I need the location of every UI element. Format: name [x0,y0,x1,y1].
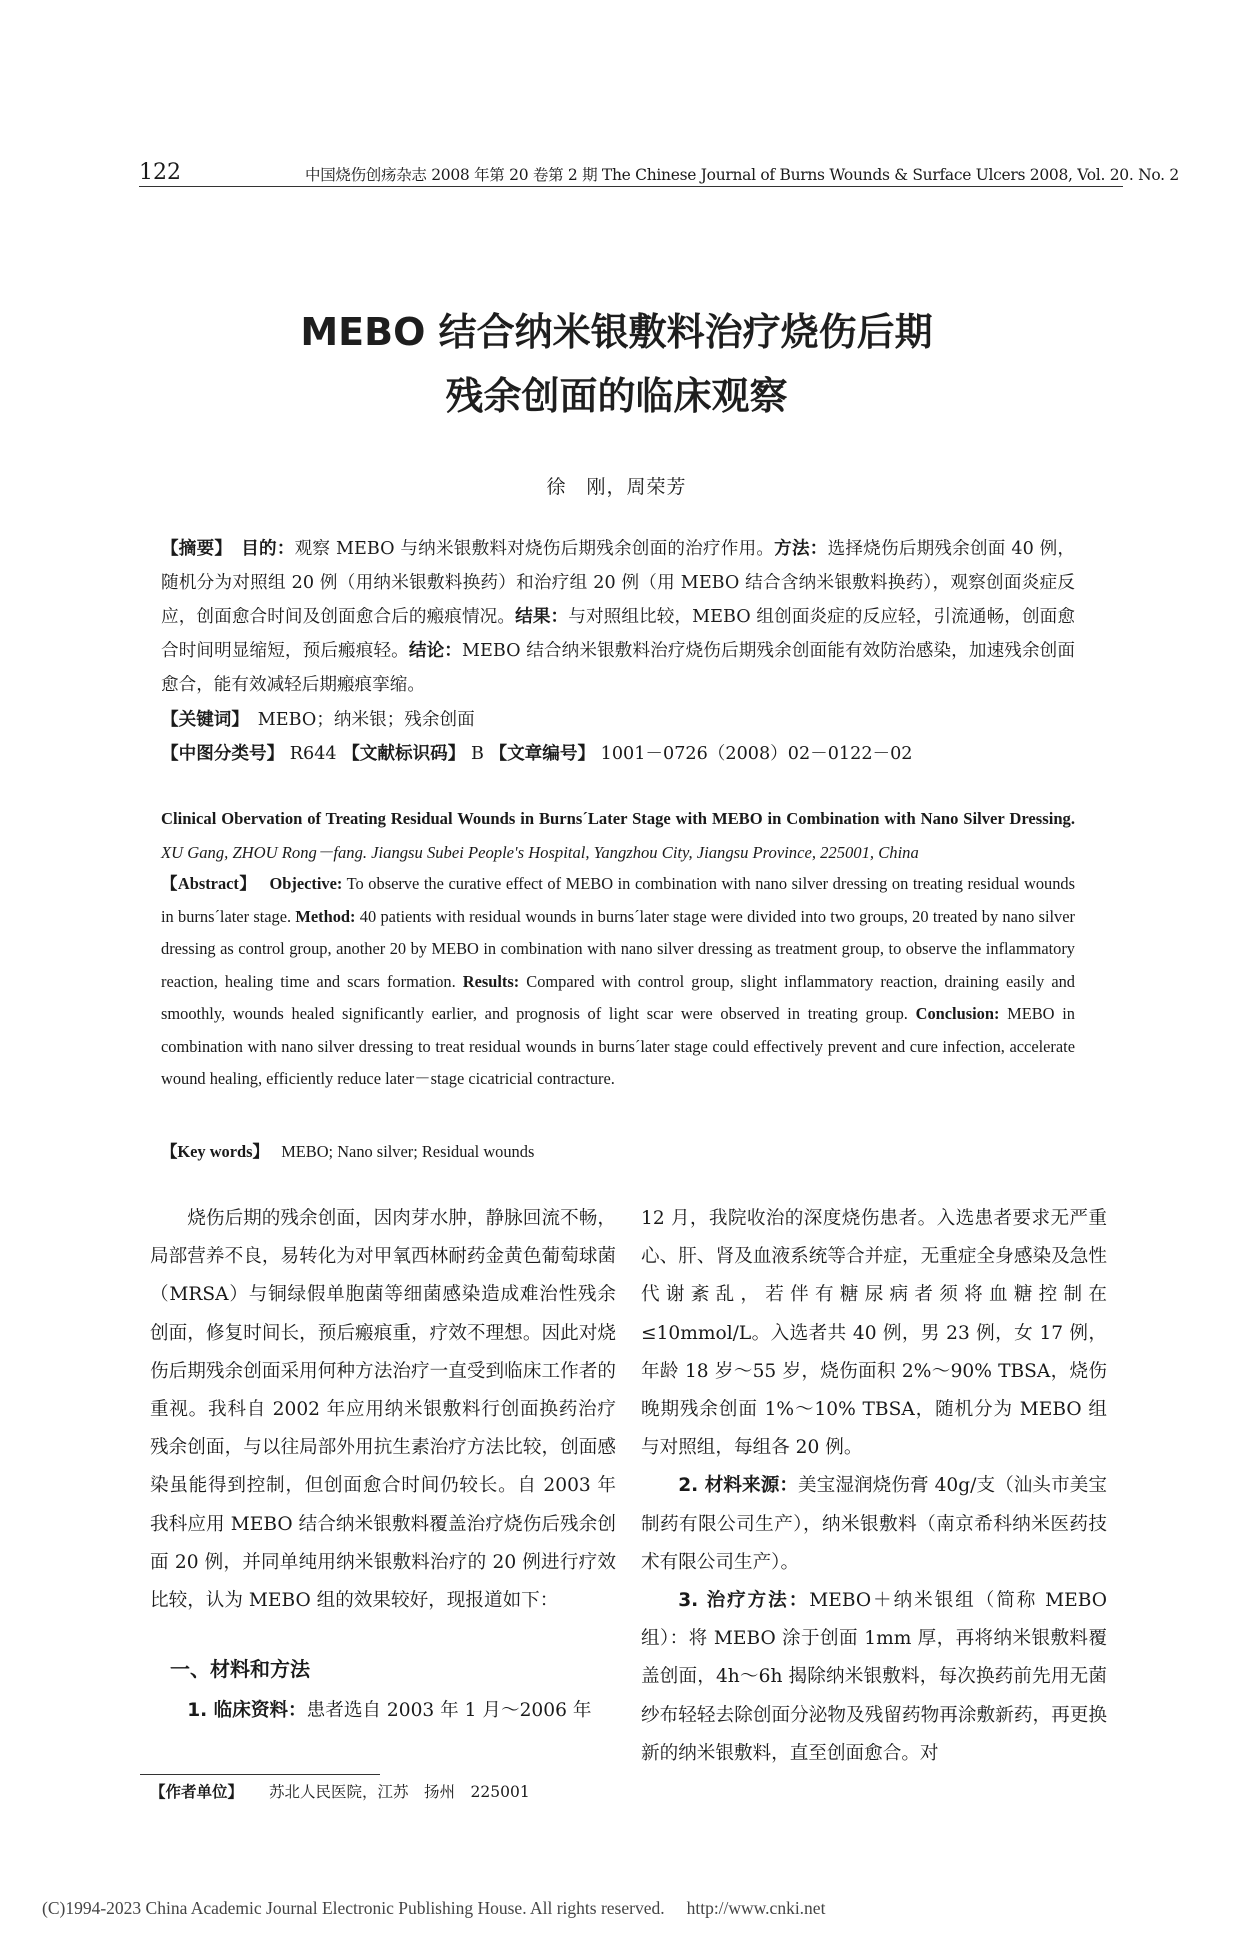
english-keywords [161,1136,1075,1169]
copyright-url[interactable]: http://www.cnki.net [686,1898,826,1918]
document-code: B [470,744,484,764]
en-objective-label: Objective: [269,874,343,893]
page-number: 122 [139,160,181,185]
body-left-column [150,1200,616,1731]
class-number: R644 [289,744,337,764]
english-title-text: Clinical Obervation of Treating Residual Wounds in Burns´Later Stage with MEBO in Combination with Nano Silver Dressing. [161,809,1075,828]
conclusion-label: 结论： [408,641,462,661]
english-title [161,802,1075,870]
classification-line [161,737,1075,771]
article-number-tag: 【文章编号】 [489,744,596,764]
copyright-text: (C)1994-2023 China Academic Journal Electronic Publishing House. All rights reserved. [42,1898,665,1918]
keywords-text: MEBO；纳米银；残余创面 [257,710,475,730]
en-keywords-tag: 【Key words】 [161,1142,261,1161]
title-line-1: MEBO 结合纳米银敷料治疗烧伤后期 [300,310,933,354]
chinese-abstract [161,532,1075,702]
english-authors: XU Gang, ZHOU Rong－fang. Jiangsu Subei People's Hospital, Yangzhou City, Jiangsu Province, 225001, China [161,843,919,862]
treatment-label: 3. 治疗方法： [678,1590,810,1612]
article-number: 1001－0726（2008）02－0122－02 [600,744,913,764]
footnote-rule [140,1774,380,1775]
en-objective-text: To observe the curative effect of MEBO in combination with nano silver dressing on treating residual wounds in burns´later stage. [161,874,1075,926]
copyright-line [42,1898,1192,1919]
treatment-text: MEBO＋纳米银组（简称 MEBO 组）：将 MEBO 涂于创面 1mm 厚，再将纳米银敷料覆盖创面，4h～6h 揭除纳米银敷料，每次换药前先用无菌纱布轻轻去除创面分泌物及残留药物再涂敷新药，再更换新的纳米银敷料，直至创面愈合。对 [641,1590,1107,1764]
objective-text: 观察 MEBO 与纳米银敷料对烧伤后期残余创面的治疗作用。 [294,539,775,559]
intro-paragraph: 烧伤后期的残余创面，因肉芽水肿，静脉回流不畅，局部营养不良，易转化为对甲氧西林耐药金黄色葡萄球菌（MRSA）与铜绿假单胞菌等细菌感染造成难治性残余创面，修复时间长，预后瘢痕重，疗效不理想。因此对烧伤后期残余创面采用何种方法治疗一直受到临床工作者的重视。我科自 2002 年应用纳米银敷料行创面换药治疗残余创面，与以往局部外用抗生素治疗方法比较，创面感染虽能得到控制，但创面愈合时间仍较长。自 2003 年我科应用 MEBO 结合纳米银敷料覆盖治疗烧伤后残余创面 20 例，并同单纯用纳米银敷料治疗的 20 例进行疗效比较，认为 MEBO 组的效果较好，现报道如下： [150,1208,616,1612]
materials-text: 美宝湿润烧伤膏 40g/支（汕头市美宝制药有限公司生产），纳米银敷料（南京希科纳米医药技术有限公司生产）。 [641,1475,1107,1573]
en-conclusion-text: MEBO in combination with nano silver dressing to treat residual wounds in burns´later stage could effectively prevent and cure infection, accelerate wound healing, efficiently reduce later－stage cicatricial contracture. [161,1004,1075,1088]
footnote-text: 苏北人民医院，江苏 扬州 225001 [269,1783,530,1801]
en-conclusion-label: Conclusion: [915,1004,1000,1023]
title-line-2: 残余创面的临床观察 [445,374,788,418]
en-abstract-tag: 【Abstract】 [161,874,249,893]
body-right-column [641,1200,1107,1773]
conclusion-text: MEBO 结合纳米银敷料治疗烧伤后期残余创面能有效防治感染，加速残余创面愈合，能有效减轻后期瘢痕挛缩。 [161,641,1075,695]
method-text: 选择烧伤后期残余创面 40 例，随机分为对照组 20 例（用纳米银敷料换药）和治疗组 20 例（用 MEBO 结合含纳米银敷料换药），观察创面炎症反应，创面愈合时间及创面愈合后的瘢痕情况。 [161,539,1075,627]
treatment-paragraph [641,1582,1107,1773]
clinical-data-text: 患者选自 2003 年 1 月～2006 年 [306,1700,592,1722]
clinical-data-paragraph [150,1692,616,1730]
authors: 徐 刚，周荣芳 [546,476,687,498]
materials-paragraph [641,1467,1107,1582]
document-code-tag: 【文献标识码】 [342,744,466,764]
running-header: 中国烧伤创疡杂志 2008 年第 20 卷第 2 期 The Chinese Journal of Burns Wounds & Surface Ulcers 2008, Vol. 20. No. 2 [305,166,1179,184]
en-keywords-text: MEBO; Nano silver; Residual wounds [281,1142,535,1161]
en-results-text: Compared with control group, slight inflammatory reaction, draining easily and smoothly, wounds healed significantly earlier, and prognosis of light scar were observed in treating group. [161,971,1075,1023]
class-number-tag: 【中图分类号】 [161,744,285,764]
clinical-data-continued: 12 月，我院收治的深度烧伤患者。入选患者要求无严重心、肝、肾及血液系统等合并症，无重症全身感染及急性代谢紊乱，若伴有糖尿病者须将血糖控制在≤10mmol/L。入选者共 40 例，男 23 例，女 17 例，年龄 18 岁～55 岁，烧伤面积 2%～90% TBSA，烧伤晚期残余创面 1%～10% TBSA，随机分为 MEBO 组与对照组，每组各 20 例。 [641,1208,1107,1459]
clinical-data-label: 1. 临床资料： [187,1700,307,1722]
en-method-text: 40 patients with residual wounds in burns´later stage were divided into two groups, 20 treated by nano silver dressing as control group, another 20 by MEBO in combination with nano silver dressing as treatment group, to observe the inflammatory reaction, healing time and scars formation. [161,906,1075,991]
materials-label: 2. 材料来源： [678,1475,799,1497]
objective-label: 目的： [241,539,295,559]
keywords-tag: 【关键词】 [161,710,241,730]
en-method-label: Method: [295,906,356,926]
chinese-keywords [161,703,1075,737]
article-title [200,300,1033,428]
abstract-tag: 【摘要】 [161,539,224,559]
section-heading: 一、材料和方法 [170,1657,310,1682]
en-results-label: Results: [462,971,520,991]
result-label: 结果： [515,607,569,627]
english-abstract [161,868,1075,1096]
footnote-label: 【作者单位】 [150,1783,244,1801]
footnote [150,1780,530,1802]
method-label: 方法： [774,539,828,559]
result-text: 与对照组比较，MEBO 组创面炎症的反应轻，引流通畅，创面愈合时间明显缩短，预后瘢痕轻。 [161,607,1075,661]
header-rule [139,186,1123,187]
